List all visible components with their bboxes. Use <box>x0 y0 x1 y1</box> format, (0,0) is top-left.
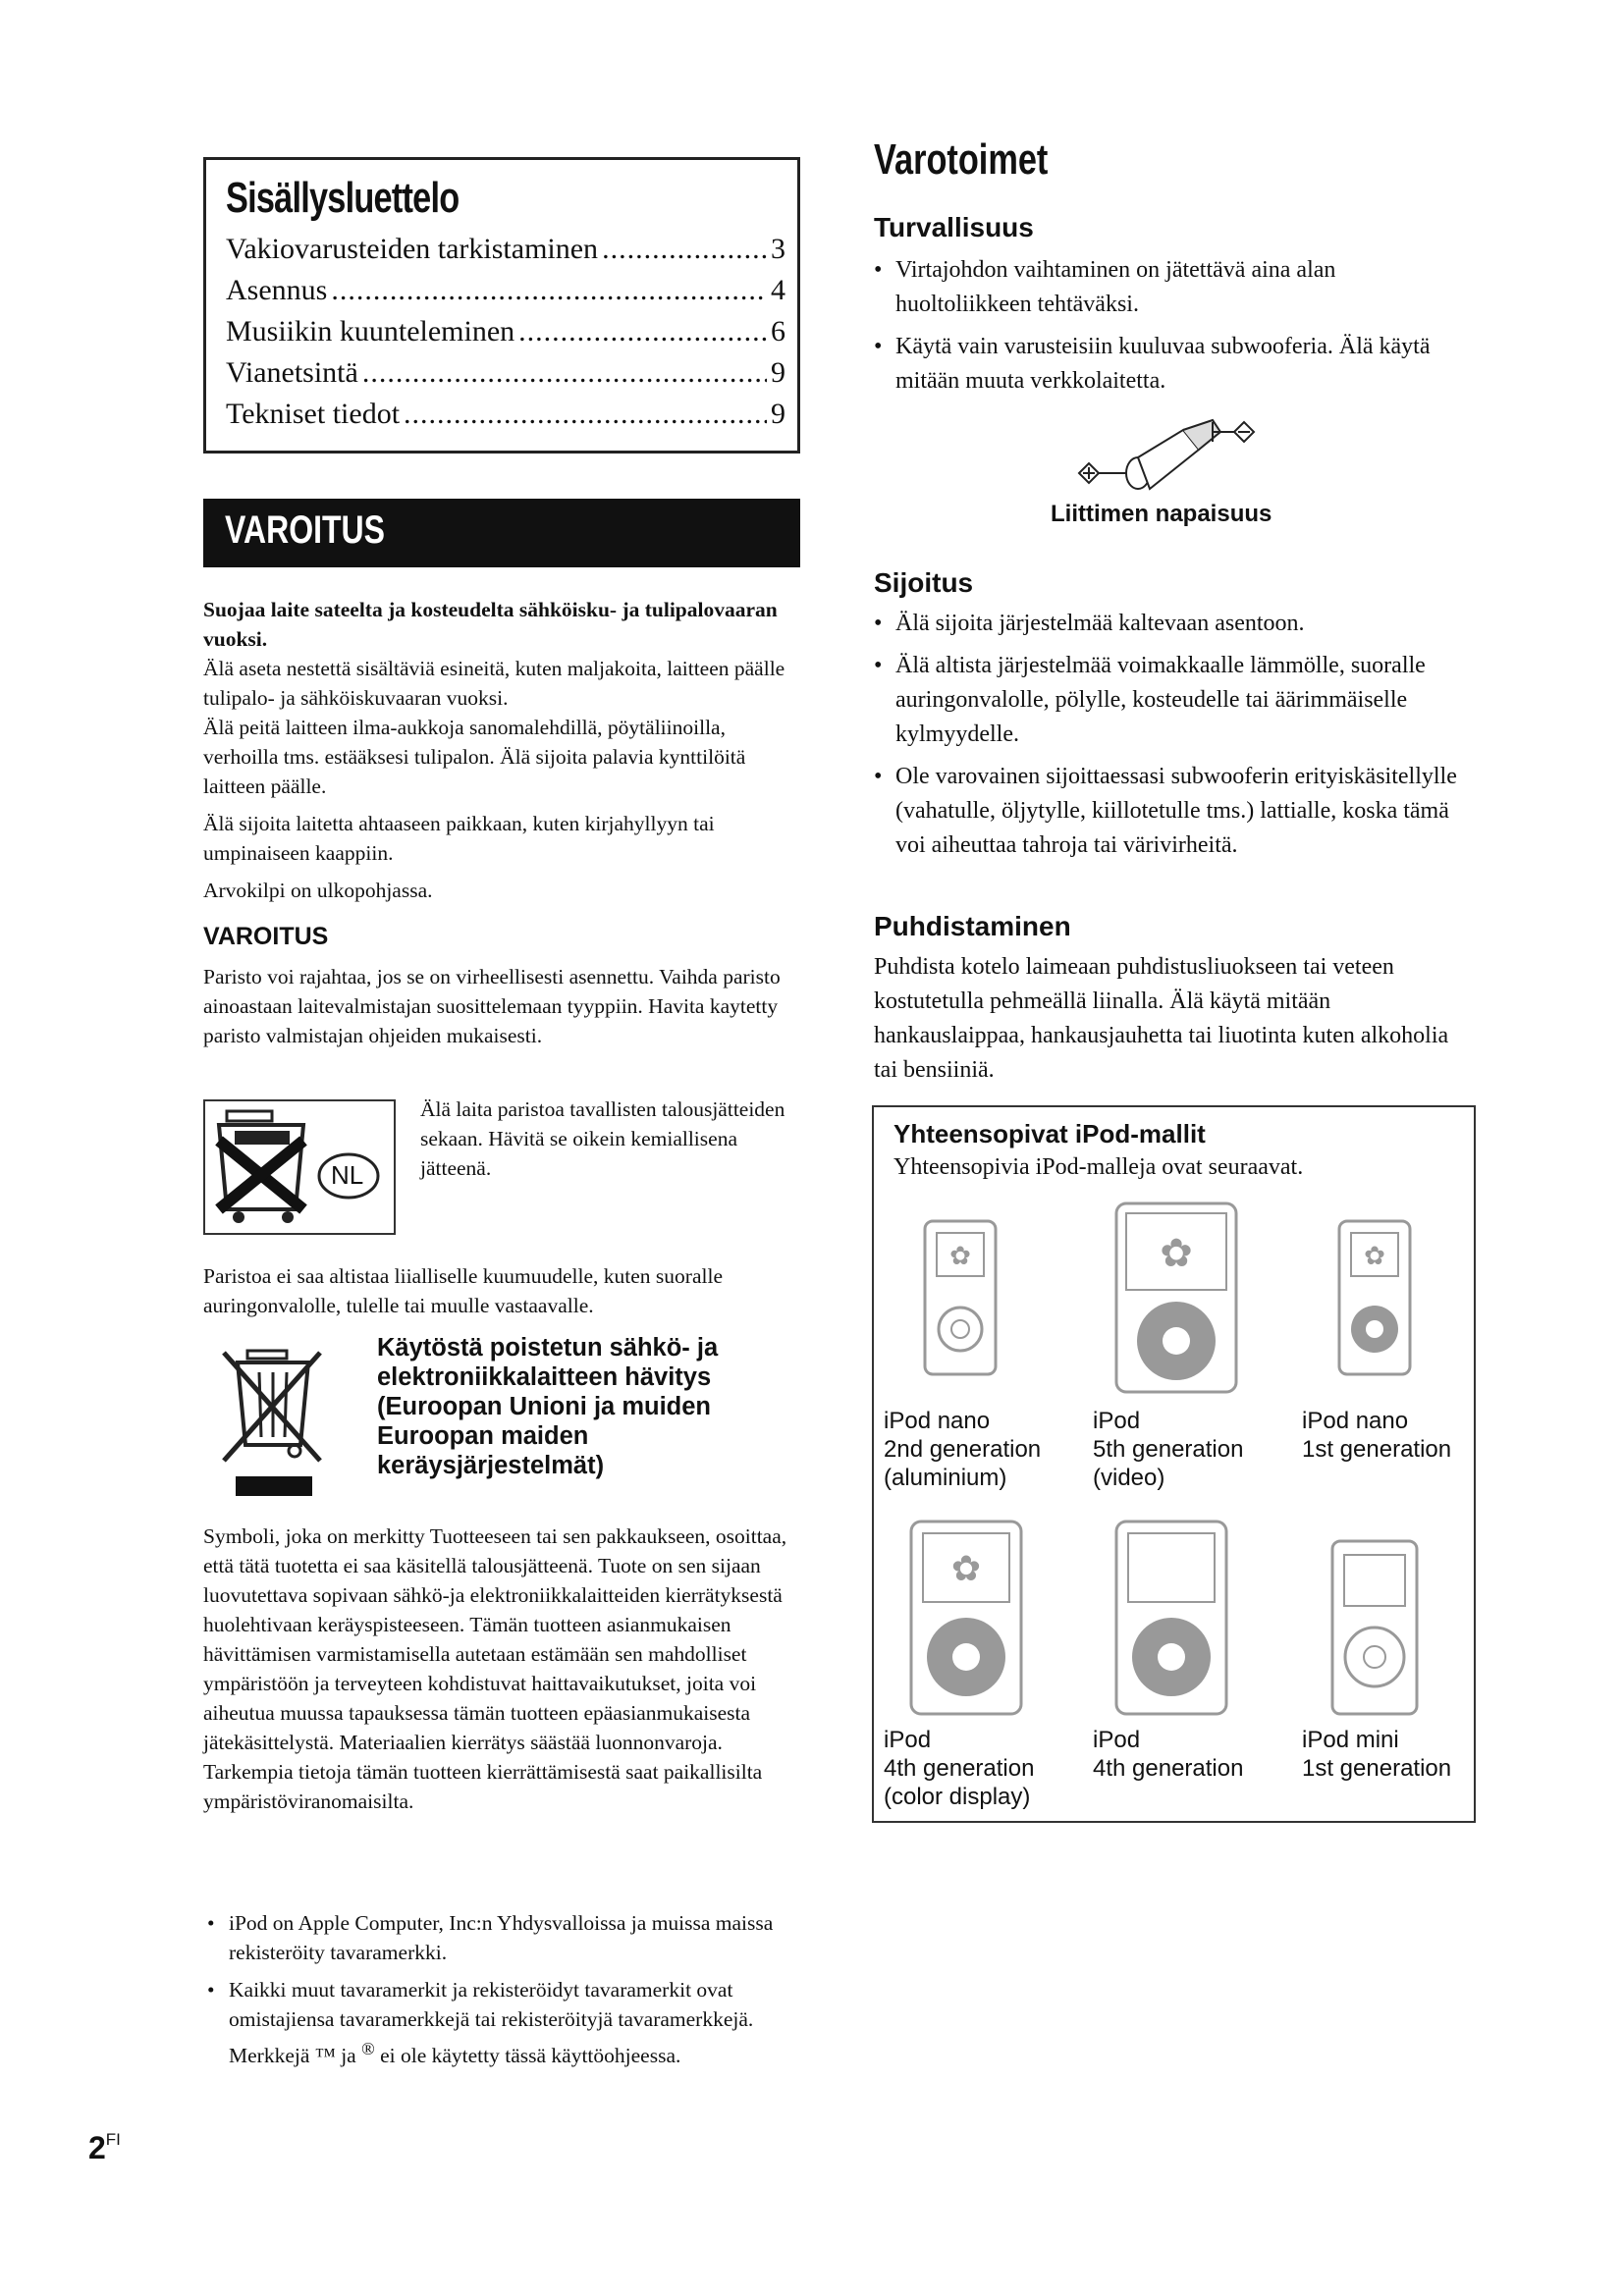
weee-heading: Käytöstä poistetun sähkö- ja elektroniikkalaitteen hävitys (Euroopan Unioni ja muiden Euroopan maiden keräysjärjestelmät) <box>377 1334 719 1479</box>
ipod-4th-gen-color-image <box>909 1520 1023 1721</box>
polarity-caption: Liittimen napaisuus <box>1051 501 1272 527</box>
toc-item[interactable]: Asennus ..... 4 <box>226 270 785 311</box>
list-item: • Kaikki muut tavaramerkit ja rekisteröidyt tavaramerkit ovat omistajiensa tavaramerkkejä tai rekisteröityjä tavaramerkkejä. Merkkejä ™ ja ® ei ole käytetty tässä käyttöohjeessa. <box>203 1975 804 2070</box>
ipod-nano-1st-image <box>1337 1219 1412 1381</box>
battery-warning-heading: VAROITUS <box>203 923 329 950</box>
warning-lead: Suojaa laite sateelta ja kosteudelta sähköisku- ja tulipalovaaran vuoksi. <box>203 598 778 651</box>
toc-item[interactable]: Vianetsintä ..... 9 <box>226 352 785 394</box>
svg-text:✿: ✿ <box>1160 1231 1193 1276</box>
toc-item[interactable]: Tekniset tiedot ..... 9 <box>226 394 785 435</box>
list-item: • Ole varovainen sijoittaessasi subwooferin erityiskäsitellylle (vahatulle, öljytylle, kiillotetulle tms.) lattialle, koska tämä voi aiheuttaa tahroja tai värivirheitä. <box>870 760 1473 863</box>
cleaning-paragraph: Puhdista kotelo laimeaan puhdistusliuokseen tai veteen kostutetulla pehmeällä liinalla. Älä käytä mitään hankauslaippaa, hankausjauhetta tai liuotinta kuten alkoholia tai bensiiniä. <box>874 954 1449 1083</box>
ipod-mini-image <box>1330 1539 1419 1721</box>
toc-title: Sisällysluettelo <box>226 174 460 222</box>
ipod-model-label: iPod 4th generation <box>1093 1727 1244 1782</box>
warning-banner-text: VAROITUS <box>225 508 385 552</box>
ipod-nano-2nd-image <box>923 1219 998 1381</box>
list-item: • Käytä vain varusteisiin kuuluvaa subwooferia. Älä käytä mitään muuta verkkolaitetta. <box>870 330 1473 399</box>
battery-disposal-text: Älä laita paristoa tavallisten talousjätteiden sekaan. Hävitä se oikein kemiallisena jätteenä. <box>420 1097 785 1180</box>
placement-list <box>870 607 1473 871</box>
page-number: 2FI <box>88 2130 121 2165</box>
battery-bin-icon <box>203 1099 396 1235</box>
warning-banner <box>203 499 800 567</box>
list-item: • Älä sijoita järjestelmää kaltevaan asentoon. <box>870 607 1473 641</box>
warning-paragraph: Älä sijoita laitetta ahtaaseen paikkaan, kuten kirjahyllyyn tai umpinaiseen kaappiin. <box>203 812 715 865</box>
warning-paragraph: Arvokilpi on ulkopohjassa. <box>203 879 433 902</box>
ipod-box-title: Yhteensopivat iPod-mallit <box>893 1119 1206 1148</box>
ipod-model-label: iPod 5th generation (video) <box>1093 1408 1244 1491</box>
toc-list <box>226 229 785 435</box>
polarity-diagram <box>1065 402 1281 506</box>
ipod-model-label: iPod mini 1st generation <box>1302 1727 1452 1782</box>
precautions-title: Varotoimet <box>874 135 1049 184</box>
list-item: • Virtajohdon vaihtaminen on jätettävä aina alan huoltoliikkeen tehtäväksi. <box>870 253 1473 322</box>
placement-heading: Sijoitus <box>874 567 974 598</box>
heat-paragraph: Paristoa ei saa altistaa liialliselle kuumuudelle, kuten suoralle auringonvalolle, tulelle tai muulle vastaavalle. <box>203 1264 723 1317</box>
nl-label: NL <box>331 1160 364 1190</box>
cleaning-heading: Puhdistaminen <box>874 911 1071 941</box>
trademark-list <box>203 1908 804 2078</box>
ipod-model-label: iPod 4th generation (color display) <box>884 1727 1035 1810</box>
table-of-contents <box>203 157 800 454</box>
battery-paragraph: Paristo voi rajahtaa, jos se on virheellisesti asennettu. Vaihda paristo ainoastaan laitevalmistajan suosittelemaan tyyppiin. Havita kaytetty paristo valmistajan ohjeiden mukaisesti. <box>203 965 781 1047</box>
weee-icon <box>218 1343 328 1500</box>
warning-paragraph: Älä peitä laitteen ilma-aukkoja sanomalehdillä, pöytäliinoilla, verhoilla tms. estääksesi tulipalon. Älä sijoita palavia kynttilöitä laitteen päälle. <box>203 716 746 798</box>
ipod-5th-gen-image <box>1114 1201 1238 1399</box>
svg-text:✿: ✿ <box>1364 1242 1385 1271</box>
ipod-4th-gen-image <box>1114 1520 1228 1721</box>
safety-list <box>870 253 1473 406</box>
svg-text:✿: ✿ <box>950 1549 982 1589</box>
ipod-compatibility-box <box>872 1105 1476 1823</box>
ipod-model-label: iPod nano 1st generation <box>1302 1408 1452 1463</box>
toc-item[interactable]: Musiikin kuunteleminen ..... 6 <box>226 311 785 352</box>
svg-text:✿: ✿ <box>949 1242 971 1271</box>
warning-section <box>203 595 802 913</box>
list-item: • Älä altista järjestelmää voimakkaalle lämmölle, suoralle auringonvalolle, pölylle, kosteudelle tai äärimmäiselle kylmyydelle. <box>870 649 1473 752</box>
ipod-model-label: iPod nano 2nd generation (aluminium) <box>884 1408 1042 1491</box>
list-item: • iPod on Apple Computer, Inc:n Yhdysvalloissa ja muissa maissa rekisteröity tavaramerkki. <box>203 1908 804 1967</box>
toc-item[interactable]: Vakiovarusteiden tarkistaminen ..... 3 <box>226 229 785 270</box>
weee-paragraph: Symboli, joka on merkitty Tuotteeseen tai sen pakkaukseen, osoittaa, että tätä tuotetta ei saa käsitellä talousjätteenä. Tuote on sen sijaan luovutettava sopivaan sähkö-ja elektroniikkalaitteiden kierrätyksestä huolehtivaan keräyspisteeseen. Tämän tuotteen asianmukaisen hävittämisen varmistamisella autetaan estämään sen mahdolliset ympäristöön ja terveyteen kohdistuvat haittavaikutukset, joita voi aiheutua muussa tapauksessa tämän tuotteen epäasianmukaisesta jätekäsittelystä. Materiaalien kierrätys säästää luonnonvaroja. Tarkempia tietoja tämän tuotteen kierrättämisestä saat paikallisilta ympäristöviranomaisilta. <box>203 1524 787 1813</box>
ipod-box-subtitle: Yhteensopivia iPod-malleja ovat seuraavat. <box>893 1154 1304 1180</box>
safety-heading: Turvallisuus <box>874 212 1034 242</box>
warning-paragraph: Älä aseta nestettä sisältäviä esineitä, kuten maljakoita, laitteen päälle tulipalo- ja sähköiskuvaaran vuoksi. <box>203 657 785 710</box>
